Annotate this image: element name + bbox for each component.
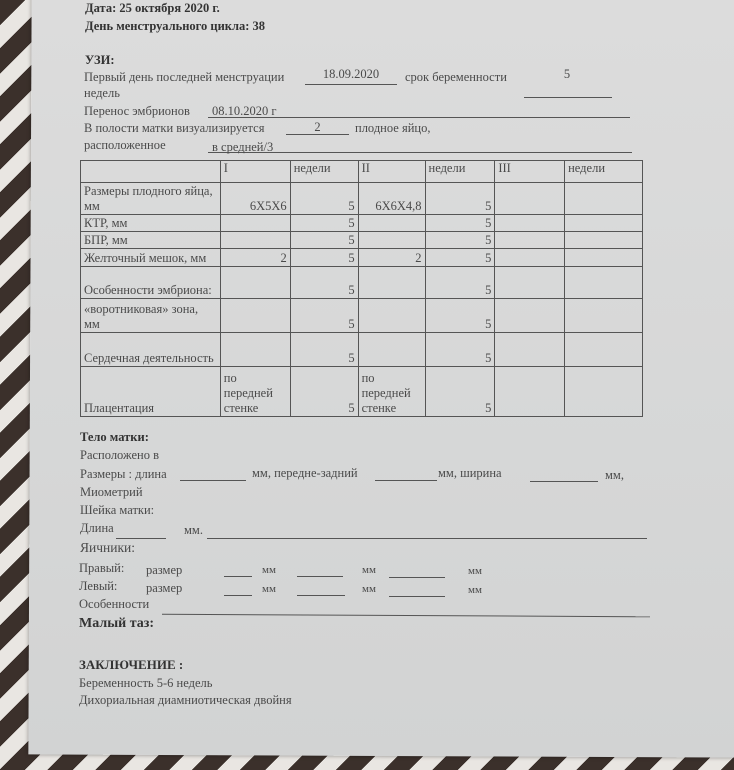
table-row bbox=[81, 267, 643, 299]
left-line-2 bbox=[297, 595, 345, 596]
table-cell: 5 bbox=[425, 367, 495, 417]
cavity-label: В полости матки визуализируется bbox=[84, 121, 265, 135]
left-line-1 bbox=[224, 595, 252, 596]
pelvis-title: Малый таз: bbox=[79, 616, 155, 631]
transfer-value: 08.10.2020 г bbox=[212, 104, 277, 118]
uterus-position: Расположено в bbox=[80, 448, 159, 462]
myometrium: Миометрий bbox=[80, 485, 143, 499]
table-cell bbox=[495, 333, 565, 367]
length-line bbox=[180, 480, 246, 481]
table-cell bbox=[220, 267, 290, 299]
located-label: расположенное bbox=[84, 138, 166, 152]
row-label: КТР, мм bbox=[81, 215, 221, 232]
table-row bbox=[81, 183, 643, 215]
cycle-day: День менструального цикла: 38 bbox=[85, 19, 266, 33]
width-line bbox=[530, 481, 598, 482]
uterus-sizes: Размеры : длина bbox=[80, 467, 167, 481]
weeks-label: недель bbox=[84, 86, 120, 100]
table-cell: 6X6X4,8 bbox=[358, 183, 425, 215]
table-cell: 2 bbox=[358, 249, 425, 267]
row-label: Особенности эмбриона: bbox=[81, 267, 221, 299]
lmp-line bbox=[305, 84, 397, 85]
row-label: Размеры плодного яйца, мм bbox=[81, 183, 221, 215]
transfer-label: Перенос эмбрионов bbox=[84, 104, 190, 118]
table-cell bbox=[358, 215, 425, 232]
table-cell: 5 bbox=[425, 215, 495, 232]
table-header-row bbox=[81, 161, 643, 183]
left-ovary: Левый: bbox=[79, 579, 118, 593]
row-label: Плацентация bbox=[81, 367, 221, 417]
right-mm-2: мм bbox=[362, 564, 376, 576]
uterus-title: Тело матки: bbox=[80, 430, 149, 444]
table-header: недели bbox=[565, 161, 643, 183]
mm-width: мм, ширина bbox=[438, 466, 502, 480]
cervix-notes-line bbox=[207, 538, 647, 539]
date: Дата: 25 октября 2020 г. bbox=[85, 1, 220, 15]
table-cell: 5 bbox=[290, 183, 358, 215]
table-cell: 5 bbox=[425, 333, 495, 367]
table-row bbox=[81, 215, 643, 232]
row-label: Сердечная деятельность bbox=[81, 333, 221, 367]
right-line-2 bbox=[297, 576, 343, 577]
cavity-value: 2 bbox=[314, 120, 321, 134]
table-cell bbox=[565, 183, 643, 215]
cervix-mm: мм. bbox=[184, 523, 203, 537]
table-cell bbox=[565, 267, 643, 299]
table-cell: 5 bbox=[425, 267, 495, 299]
table-cell: 5 bbox=[290, 367, 358, 417]
row-label: БПР, мм bbox=[81, 232, 221, 249]
row-label: Желточный мешок, мм bbox=[81, 249, 221, 267]
table-cell bbox=[495, 183, 565, 215]
row-label: «воротниковая» зона, мм bbox=[81, 299, 221, 333]
table-cell bbox=[220, 215, 290, 232]
cervix-length: Длина bbox=[80, 521, 114, 535]
table-cell: 5 bbox=[425, 299, 495, 333]
table-cell: 2 bbox=[220, 249, 290, 267]
table-header: II bbox=[358, 161, 425, 183]
table-header: III bbox=[495, 161, 565, 183]
table-row bbox=[81, 367, 643, 417]
right-ovary: Правый: bbox=[79, 561, 125, 575]
left-line-3 bbox=[389, 596, 445, 597]
table-cell: 5 bbox=[425, 232, 495, 249]
mm-ap: мм, передне-задний bbox=[252, 466, 358, 480]
table-cell: по передней стенке bbox=[358, 367, 425, 417]
left-size-label: размер bbox=[146, 581, 183, 595]
table-cell: 5 bbox=[425, 249, 495, 267]
table-cell bbox=[565, 215, 643, 232]
table-cell bbox=[565, 333, 643, 367]
table-cell: 6X5X6 bbox=[220, 183, 290, 215]
conclusion-title: ЗАКЛЮЧЕНИЕ : bbox=[79, 657, 184, 672]
table-row bbox=[81, 299, 643, 333]
term-label: срок беременности bbox=[405, 70, 507, 84]
table-header: недели bbox=[425, 161, 495, 183]
table-row bbox=[81, 232, 643, 249]
table-row bbox=[81, 333, 643, 367]
left-mm-3: мм bbox=[468, 584, 482, 596]
right-size-label: размер bbox=[146, 563, 183, 577]
table-cell bbox=[565, 249, 643, 267]
table-cell bbox=[495, 249, 565, 267]
table-cell bbox=[565, 299, 643, 333]
mm-end: мм, bbox=[605, 468, 624, 482]
table-cell: 5 bbox=[290, 267, 358, 299]
table-row bbox=[81, 249, 643, 267]
table-cell bbox=[565, 232, 643, 249]
table-header: недели bbox=[290, 161, 358, 183]
uzi-title: УЗИ: bbox=[85, 53, 115, 67]
table-cell bbox=[220, 299, 290, 333]
table-cell: 5 bbox=[290, 232, 358, 249]
lmp-label: Первый день последней менструации bbox=[84, 70, 285, 84]
left-mm-1: мм bbox=[262, 583, 276, 595]
table-cell bbox=[495, 367, 565, 417]
table-cell: 5 bbox=[290, 299, 358, 333]
left-mm-2: мм bbox=[362, 583, 376, 595]
table-cell: 5 bbox=[290, 215, 358, 232]
table-cell bbox=[358, 299, 425, 333]
table-cell bbox=[495, 267, 565, 299]
table-cell bbox=[220, 232, 290, 249]
ovaries-title: Яичники: bbox=[80, 540, 136, 555]
table-cell bbox=[565, 367, 643, 417]
table-cell bbox=[358, 333, 425, 367]
table-cell bbox=[220, 333, 290, 367]
table-cell bbox=[495, 232, 565, 249]
table-header bbox=[81, 161, 221, 183]
embryo-table bbox=[80, 160, 643, 417]
cavity-suffix: плодное яйцо, bbox=[355, 121, 431, 135]
right-line-3 bbox=[389, 577, 445, 578]
table-cell: 5 bbox=[425, 183, 495, 215]
term-value: 5 bbox=[563, 67, 571, 81]
right-mm-1: мм bbox=[262, 564, 276, 576]
conclusion-line: Беременность 5-6 недель bbox=[79, 676, 213, 690]
table-cell bbox=[358, 232, 425, 249]
ap-line bbox=[375, 480, 437, 481]
table-cell bbox=[495, 299, 565, 333]
located-value: в средней/3 bbox=[212, 140, 274, 154]
table-cell: 5 bbox=[290, 249, 358, 267]
table-cell bbox=[495, 215, 565, 232]
lmp-value: 18.09.2020 bbox=[322, 67, 380, 81]
term-line bbox=[524, 97, 612, 98]
right-line-1 bbox=[224, 576, 252, 577]
table-header: I bbox=[220, 161, 290, 183]
right-mm-3: мм bbox=[468, 565, 482, 577]
table-cell bbox=[358, 267, 425, 299]
table-cell: 5 bbox=[290, 333, 358, 367]
cervix-length-line bbox=[116, 538, 166, 539]
conclusion-line: Дихориальная диамниотическая двойня bbox=[79, 693, 292, 707]
cervix: Шейка матки: bbox=[80, 503, 155, 517]
ovary-features: Особенности bbox=[79, 597, 150, 611]
table-cell: по передней стенке bbox=[220, 367, 290, 417]
